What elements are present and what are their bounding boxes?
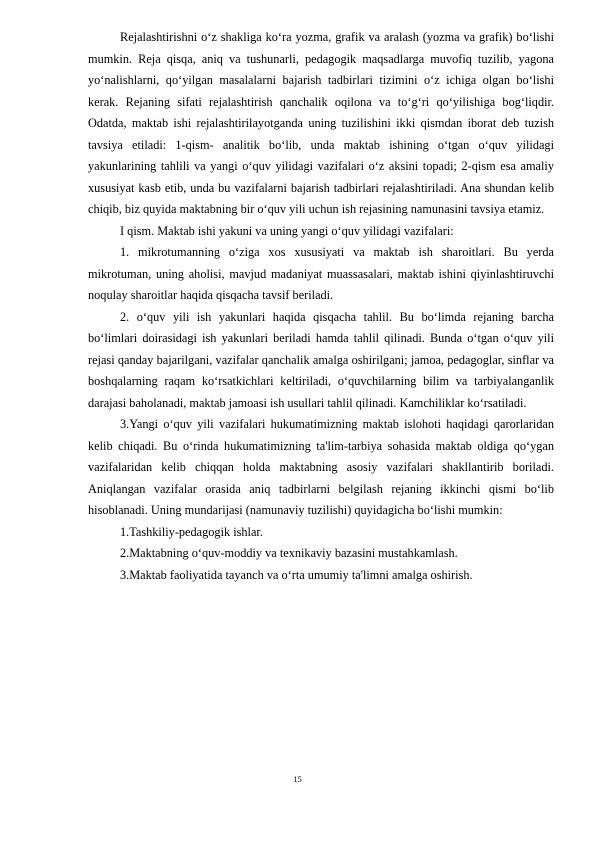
paragraph-item-microdistrict: 1. mikrotumanning o‘ziga xos xususiyati va maktab ish sharoitlari. Bu yerda mikrotuman, uning aholisi, mavjud madaniyat muassasalari, maktab ishini qiyinlashtiruvchi noqulay sharoitlar haqida qisqacha tavsif beriladi. [88, 245, 554, 302]
paragraph-list-item-material-base: 2.Maktabning o‘quv-moddiy va texnikaviy bazasini mustahkamlash. [120, 546, 458, 560]
paragraph-planning-forms: Rejalashtirishni o‘z shakliga ko‘ra yozma, grafik va aralash (yozma va grafik) bo‘lishi mumkin. Reja qisqa, aniq va tushunarli, pedagogik maqsadlarga muvofiq tuzilib, yagona yo‘nalishlarni, qo‘yilgan masalalarni bajarish tadbirlari tizimini o‘z ichiga olgan bo‘lishi kerak. Rejaning sifati rejalashtirish qanchalik oqilona va to‘g‘ri qo‘yilishiga bog‘liqdir. Odatda, maktab ishi rejalashtirilayotganda uning tuzilishini ikki qismdan iborat deb tuzish tavsiya etiladi: 1-qism- analitik bo‘lib, unda maktab ishining o‘tgan o‘quv yilidagi yakunlarining tahlili va yangi o‘quv yilidagi vazifalari o‘z aksini topadi; 2-qism esa amaliy xususiyat kasb etib, unda bu vazifalarni bajarish tadbirlari rejalashtiriladi. Ana shundan kelib chiqib, biz quyida maktabning bir o‘quv yili uchun ish rejasining namunasini tavsiya etamiz. [88, 30, 554, 216]
paragraph-list-item-organizational: 1.Tashkiliy-pedagogik ishlar. [120, 524, 263, 539]
paragraph-item-new-year-tasks: 3.Yangi o‘quv yili vazifalari hukumatimizning maktab islohoti haqidagi qarorlaridan kelib chiqadi. Bu o‘rinda hukumatimizning ta'lim-tarbiya sohasida maktab oldiga qo‘ygan vazifalaridan kelib chiqqan holda maktabning asosiy vazifalari shakllantirib boriladi. Aniqlangan vazifalar orasida aniq tadbirlarni belgilash rejaning ikkinchi qismi bo‘lib hisoblanadi. Uning mundarijasi (namunaviy tuzilishi) quyidagicha bo‘lishi mumkin: [88, 417, 554, 517]
document-body [88, 27, 554, 586]
paragraph-list-item-education: 3.Maktab faoliyatida tayanch va o‘rta umumiy ta'limni amalga oshirish. [120, 567, 473, 582]
page-number: 15 [293, 774, 302, 784]
paragraph-item-year-results: 2. o‘quv yili ish yakunlari haqida qisqacha tahlil. Bu bo‘limda rejaning barcha bo‘limlari doirasidagi ish yakunlari beriladi hamda tahlil qilinadi. Bunda o‘tgan o‘quv yili rejasi qanday bajarilgani, vazifalar qanchalik amalga oshirilgani; jamoa, pedagoglar, sinflar va boshqalarning raqam ko‘rsatkichlari keltiriladi, o‘quvchilarning bilim va tarbiyalanganlik darajasi baholanadi, maktab jamoasi ish usullari tahlil qilinadi. Kamchiliklar ko‘rsatiladi. [88, 309, 554, 410]
paragraph-part-one-heading: I qism. Maktab ishi yakuni va uning yangi o‘quv yilidagi vazifalari: [120, 223, 454, 238]
